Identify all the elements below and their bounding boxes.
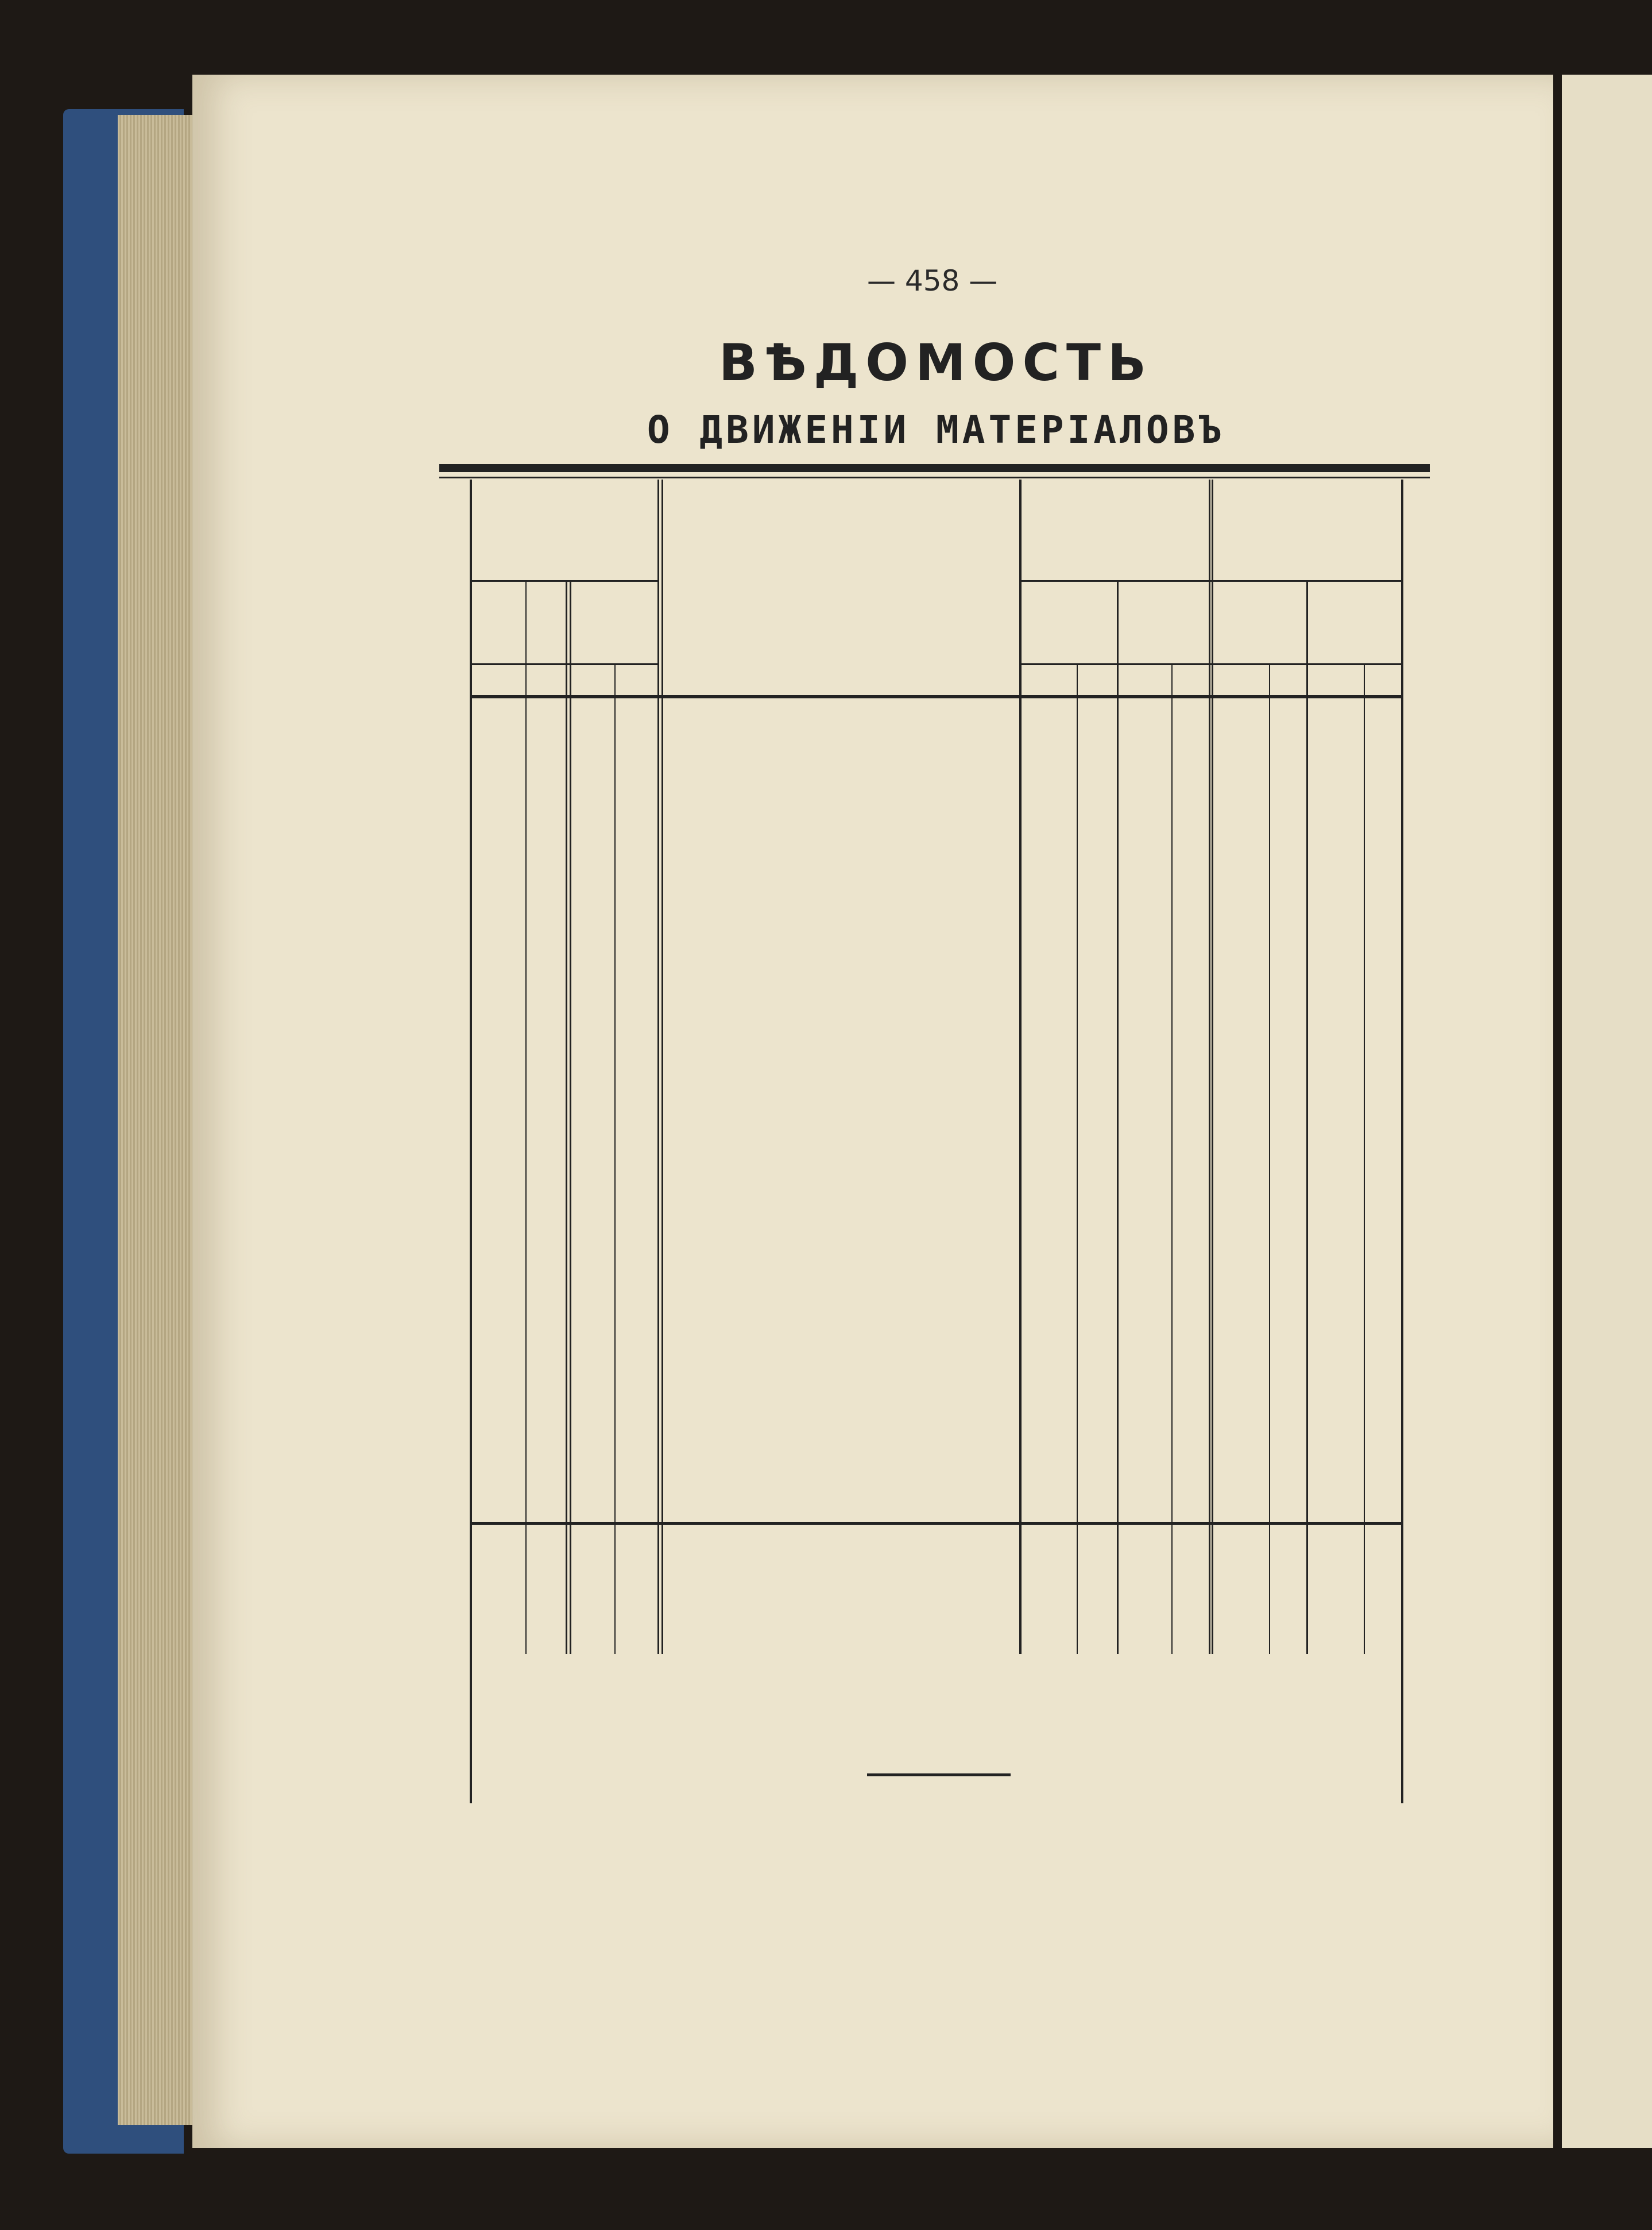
- column-rule: [1171, 663, 1173, 1654]
- column-rule: [570, 580, 571, 1654]
- column-rule: [661, 480, 663, 1654]
- column-rule: [1401, 480, 1403, 1803]
- column-rule: [1019, 480, 1022, 1654]
- page-number: — 458 —: [867, 264, 998, 297]
- column-rule: [1212, 480, 1213, 1654]
- page-edges: [118, 115, 204, 2125]
- title-rule-thin: [439, 477, 1430, 478]
- column-rule: [1269, 663, 1270, 1654]
- header-rule: [1019, 580, 1401, 582]
- column-rule: [470, 480, 472, 1803]
- column-rule: [1077, 663, 1078, 1654]
- header-rule: [470, 580, 659, 582]
- header-rule: [470, 663, 659, 665]
- balance-rule: [470, 1522, 1401, 1525]
- column-rule: [1306, 580, 1308, 1654]
- column-rule: [1209, 480, 1210, 1654]
- column-rule: [1364, 663, 1365, 1654]
- column-rule: [614, 663, 616, 1654]
- header-bottom-rule: [470, 695, 1401, 698]
- facing-page: [1562, 75, 1652, 2148]
- column-rule: [566, 580, 567, 1654]
- page-subtitle: О ДВИЖЕНІИ МАТЕРІАЛОВЪ: [647, 408, 1225, 452]
- page-title: ВѢДОМОСТЬ: [718, 333, 1154, 392]
- column-rule: [657, 480, 659, 1654]
- title-rule: [439, 464, 1430, 472]
- column-rule: [1117, 580, 1119, 1654]
- header-rule: [1019, 663, 1401, 665]
- column-rule: [525, 580, 527, 1654]
- closing-rule: [867, 1773, 1011, 1776]
